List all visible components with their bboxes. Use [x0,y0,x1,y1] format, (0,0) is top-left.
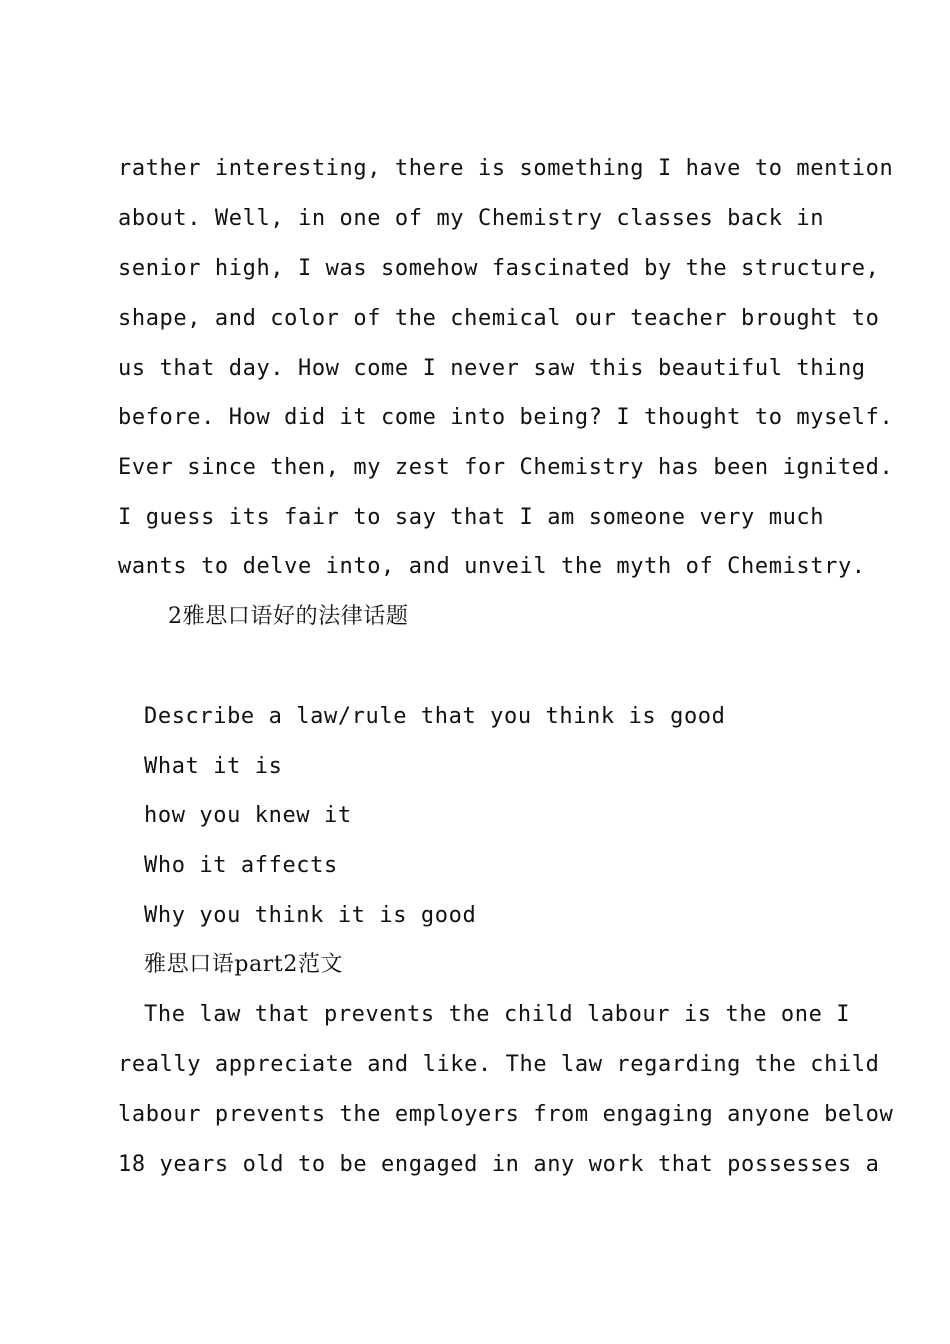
body-text-line: wants to delve into, and unveil the myth of Chemistry. [118,554,866,579]
body-text-line: about. Well, in one of my Chemistry classes back in [118,206,825,231]
section-heading: 2雅思口语好的法律话题 [168,604,409,629]
body-text-line: 18 years old to be engaged in any work that possesses a [118,1152,880,1177]
body-text-line: really appreciate and like. The law regarding the child [118,1052,880,1077]
body-text-line: rather interesting, there is something I have to mention [118,156,894,181]
body-text-line: I guess its fair to say that I am someone very much [118,505,825,530]
cue-card-item: What it is [144,754,283,779]
cue-card-item: Why you think it is good [144,903,477,928]
body-text-line: labour prevents the employers from engaging anyone below [118,1102,894,1127]
body-text-line: Ever since then, my zest for Chemistry has been ignited. [118,455,894,480]
body-text-line: The law that prevents the child labour is the one I [144,1002,851,1027]
sample-answer-heading: 雅思口语part2范文 [144,952,344,977]
body-text-line: us that day. How come I never saw this beautiful thing [118,356,866,381]
body-text-line: senior high, I was somehow fascinated by the structure, [118,256,880,281]
body-text-line: shape, and color of the chemical our teacher brought to [118,306,880,331]
cue-card-item: Who it affects [144,853,338,878]
body-text-line: before. How did it come into being? I thought to myself. [118,405,894,430]
cue-card-prompt: Describe a law/rule that you think is good [144,704,726,729]
cue-card-item: how you knew it [144,803,352,828]
